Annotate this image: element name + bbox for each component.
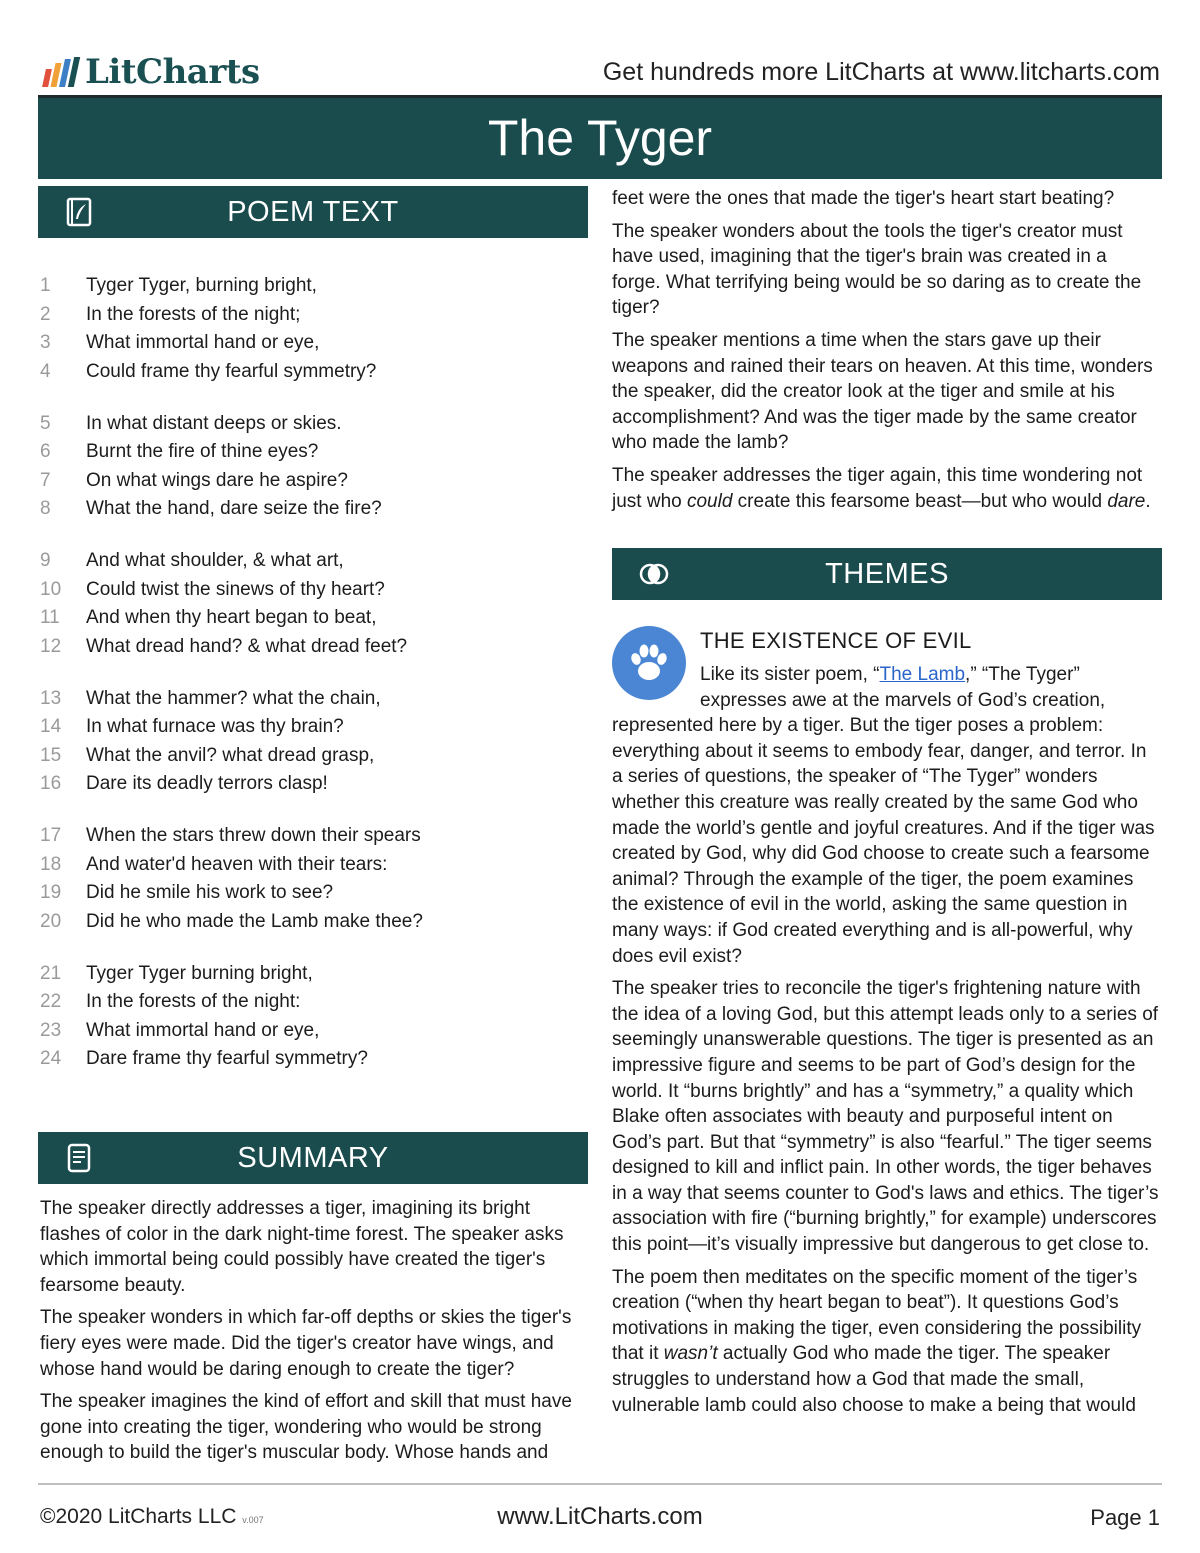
line-number: 24 (40, 1048, 62, 1069)
poem-line (40, 908, 588, 937)
line-number: 19 (40, 882, 62, 903)
line-text: What the hand, dare seize the fire? (86, 498, 382, 519)
poem-line (40, 604, 588, 633)
litcharts-logo[interactable] (44, 52, 260, 92)
line-number: 22 (40, 991, 62, 1012)
the-lamb-link[interactable]: The Lamb (879, 664, 966, 685)
line-text: Dare its deadly terrors clasp! (86, 773, 328, 794)
line-text: What dread hand? & what dread feet? (86, 635, 408, 657)
line-text: Tyger Tyger burning bright, (86, 962, 313, 984)
footer-page-number: Page 1 (1090, 1505, 1160, 1530)
poem-stanza (40, 685, 588, 799)
summary-heading: SUMMARY (237, 1142, 389, 1174)
line-number: 4 (40, 360, 51, 382)
poem-line (40, 495, 588, 524)
summary-header (38, 1132, 588, 1184)
summary-paragraph: feet were the ones that made the tiger's heart start beating? (612, 188, 1115, 209)
poem-line (40, 713, 588, 742)
poem-stanza (40, 410, 588, 524)
line-text: Tyger Tyger, burning bright, (86, 275, 317, 296)
theme-title: THE EXISTENCE OF EVIL (700, 628, 972, 653)
line-text: In the forests of the night; (86, 303, 301, 325)
theme-paragraph: Like its sister poem, “The Lamb,” “The Tyger” expresses awe at the marvels of God’s creation, represented here by a tiger. But the tiger poses a problem: everything about it seems to embody fear, danger, and terror. In a series of questions, the speaker of “The Tyger” wonders whether this creature was really created by the same God who made the world’s gentle and joyful creatures. And if the tiger was created by God, why did God choose to create such a fearsome animal? Through the example of the tiger, the poem examines the existence of evil in the world, asking the same question in many ways: if God created everything and is all-powerful, why does evil exist? (612, 664, 1155, 967)
line-number: 3 (40, 332, 51, 353)
line-text: And water'd heaven with their tears: (86, 853, 388, 875)
poem-line (40, 633, 588, 662)
line-number: 18 (40, 853, 62, 875)
line-text: Could frame thy fearful symmetry? (86, 360, 377, 382)
theme-paragraph: The poem then meditates on the specific moment of the tiger’s creation (“when thy heart began to beat”). It questions God’s motivations in making the tiger, even considering the possibility that it wasn’t actually God who made the tiger. The speaker struggles to understand how a God that made the small, vulnerable lamb could also choose to make a being that would (612, 1266, 1142, 1416)
line-text: In what distant deeps or skies. (86, 412, 342, 434)
line-number: 9 (40, 550, 51, 571)
summary-paragraph: The speaker wonders in which far-off depths or skies the tiger's fiery eyes were made. Did the tiger's creator have wings, and whose hand would be daring enough to create the tiger? (40, 1307, 572, 1380)
line-number: 21 (40, 962, 62, 984)
poem-line (40, 685, 588, 714)
theme-body (612, 662, 1162, 1425)
line-text: Burnt the fire of thine eyes? (86, 441, 319, 462)
footer-rule (38, 1483, 1162, 1485)
summary-paragraph: The speaker wonders about the tools the tiger's creator must have used, imagining that the tiger's brain was created in a forge. What terrifying being would be so daring as to create the tiger? (612, 220, 1142, 319)
line-text: And what shoulder, & what art, (86, 550, 344, 571)
line-number: 17 (40, 825, 62, 846)
poem-text (40, 272, 588, 1097)
summary-paragraph-last: The speaker addresses the tiger again, this time wondering not just who could create this fearsome beast—but who would dare. (612, 464, 1151, 512)
poem-line (40, 988, 588, 1017)
line-number: 2 (40, 303, 51, 325)
poem-line (40, 742, 588, 771)
footer-version: v.007 (242, 1515, 264, 1525)
summary-paragraph: The speaker directly addresses a tiger, imagining its bright flashes of color in the dark night-time forest. The speaker asks which immortal being could possibly have created the tiger's fearsome beauty. (40, 1198, 564, 1296)
line-text: In the forests of the night: (86, 991, 301, 1012)
line-number: 11 (40, 607, 60, 628)
line-number: 20 (40, 910, 62, 932)
poem-line (40, 547, 588, 576)
line-text: Dare frame thy fearful symmetry? (86, 1048, 368, 1069)
poem-line (40, 410, 588, 439)
theme-paragraph: The speaker tries to reconcile the tiger's frightening nature with the idea of a loving God, but this attempt leads only to a series of seemingly unanswerable questions. The tiger is presented as an impressive figure and seems to be part of God’s design for the world. It “burns brightly” and has a “symmetry,” a quality which Blake often associates with beauty and purposeful intent on God’s part. But that “symmetry” is also “fearful.” The tiger seems designed to kill and inflict pain. In other words, the tiger behaves in a way that seems counter to God's laws and ethics. The tiger’s association with fire (“burning brightly,” for example) underscores this point—it’s visually impressive but dangerous to get close to. (612, 978, 1159, 1256)
line-number: 23 (40, 1019, 62, 1041)
poem-text-header (38, 186, 588, 238)
poem-stanza (40, 822, 588, 936)
poem-line (40, 272, 588, 301)
line-number: 10 (40, 578, 62, 600)
line-text: What the hammer? what the chain, (86, 687, 381, 709)
line-text: What immortal hand or eye, (86, 332, 320, 353)
line-number: 13 (40, 687, 62, 709)
poem-line (40, 1017, 588, 1046)
logo-text: LitCharts (85, 52, 260, 92)
line-text: Could twist the sinews of thy heart? (86, 578, 385, 600)
line-text: Did he who made the Lamb make thee? (86, 910, 423, 932)
line-number: 8 (40, 498, 51, 519)
line-number: 15 (40, 744, 62, 766)
poem-stanza (40, 272, 588, 386)
poem-stanza (40, 547, 588, 661)
poem-line (40, 358, 588, 387)
line-text: On what wings dare he aspire? (86, 469, 348, 491)
line-number: 14 (40, 716, 62, 737)
footer-copyright: ©2020 LitCharts LLC v.007 (40, 1505, 264, 1528)
poem-text-heading: POEM TEXT (227, 196, 399, 228)
poem-line (40, 467, 588, 496)
line-number: 12 (40, 635, 62, 657)
poem-line (40, 438, 588, 467)
themes-heading: THEMES (825, 558, 949, 590)
line-number: 7 (40, 469, 51, 491)
line-text: And when thy heart began to beat, (86, 607, 377, 628)
summary-column-1 (40, 1196, 592, 1473)
poem-line (40, 822, 588, 851)
line-number: 6 (40, 441, 51, 462)
poem-line (40, 576, 588, 605)
line-text: Did he smile his work to see? (86, 882, 334, 903)
poem-line (40, 851, 588, 880)
page-title: The Tyger (38, 98, 1162, 179)
footer-website-link[interactable]: www.LitCharts.com (497, 1503, 703, 1530)
summary-paragraph: The speaker imagines the kind of effort and skill that must have gone into creating the tiger, wondering who would be strong enough to build the tiger's muscular body. Whose hands and (40, 1391, 572, 1464)
line-text: In what furnace was thy brain? (86, 716, 344, 737)
poem-stanza (40, 960, 588, 1074)
poem-line (40, 879, 588, 908)
line-text: When the stars threw down their spears (86, 825, 421, 846)
line-number: 16 (40, 773, 62, 794)
poem-line (40, 960, 588, 989)
header-tagline[interactable]: Get hundreds more LitCharts at www.litcharts.com (602, 58, 1160, 86)
poem-line (40, 329, 588, 358)
line-number: 5 (40, 412, 51, 434)
line-text: What the anvil? what dread grasp, (86, 744, 375, 766)
summary-column-2 (612, 186, 1160, 521)
line-text: What immortal hand or eye, (86, 1019, 320, 1041)
poem-line (40, 1045, 588, 1074)
line-number: 1 (40, 275, 51, 296)
logo-bars-icon (44, 57, 77, 87)
summary-paragraph: The speaker mentions a time when the stars gave up their weapons and rained their tears on heaven. At this time, wonders the speaker, did the creator look at the tiger and smile at his accomplishment? And was the tiger made by the same creator who made the lamb? (612, 329, 1153, 454)
themes-header (612, 548, 1162, 600)
poem-line (40, 301, 588, 330)
poem-line (40, 770, 588, 799)
